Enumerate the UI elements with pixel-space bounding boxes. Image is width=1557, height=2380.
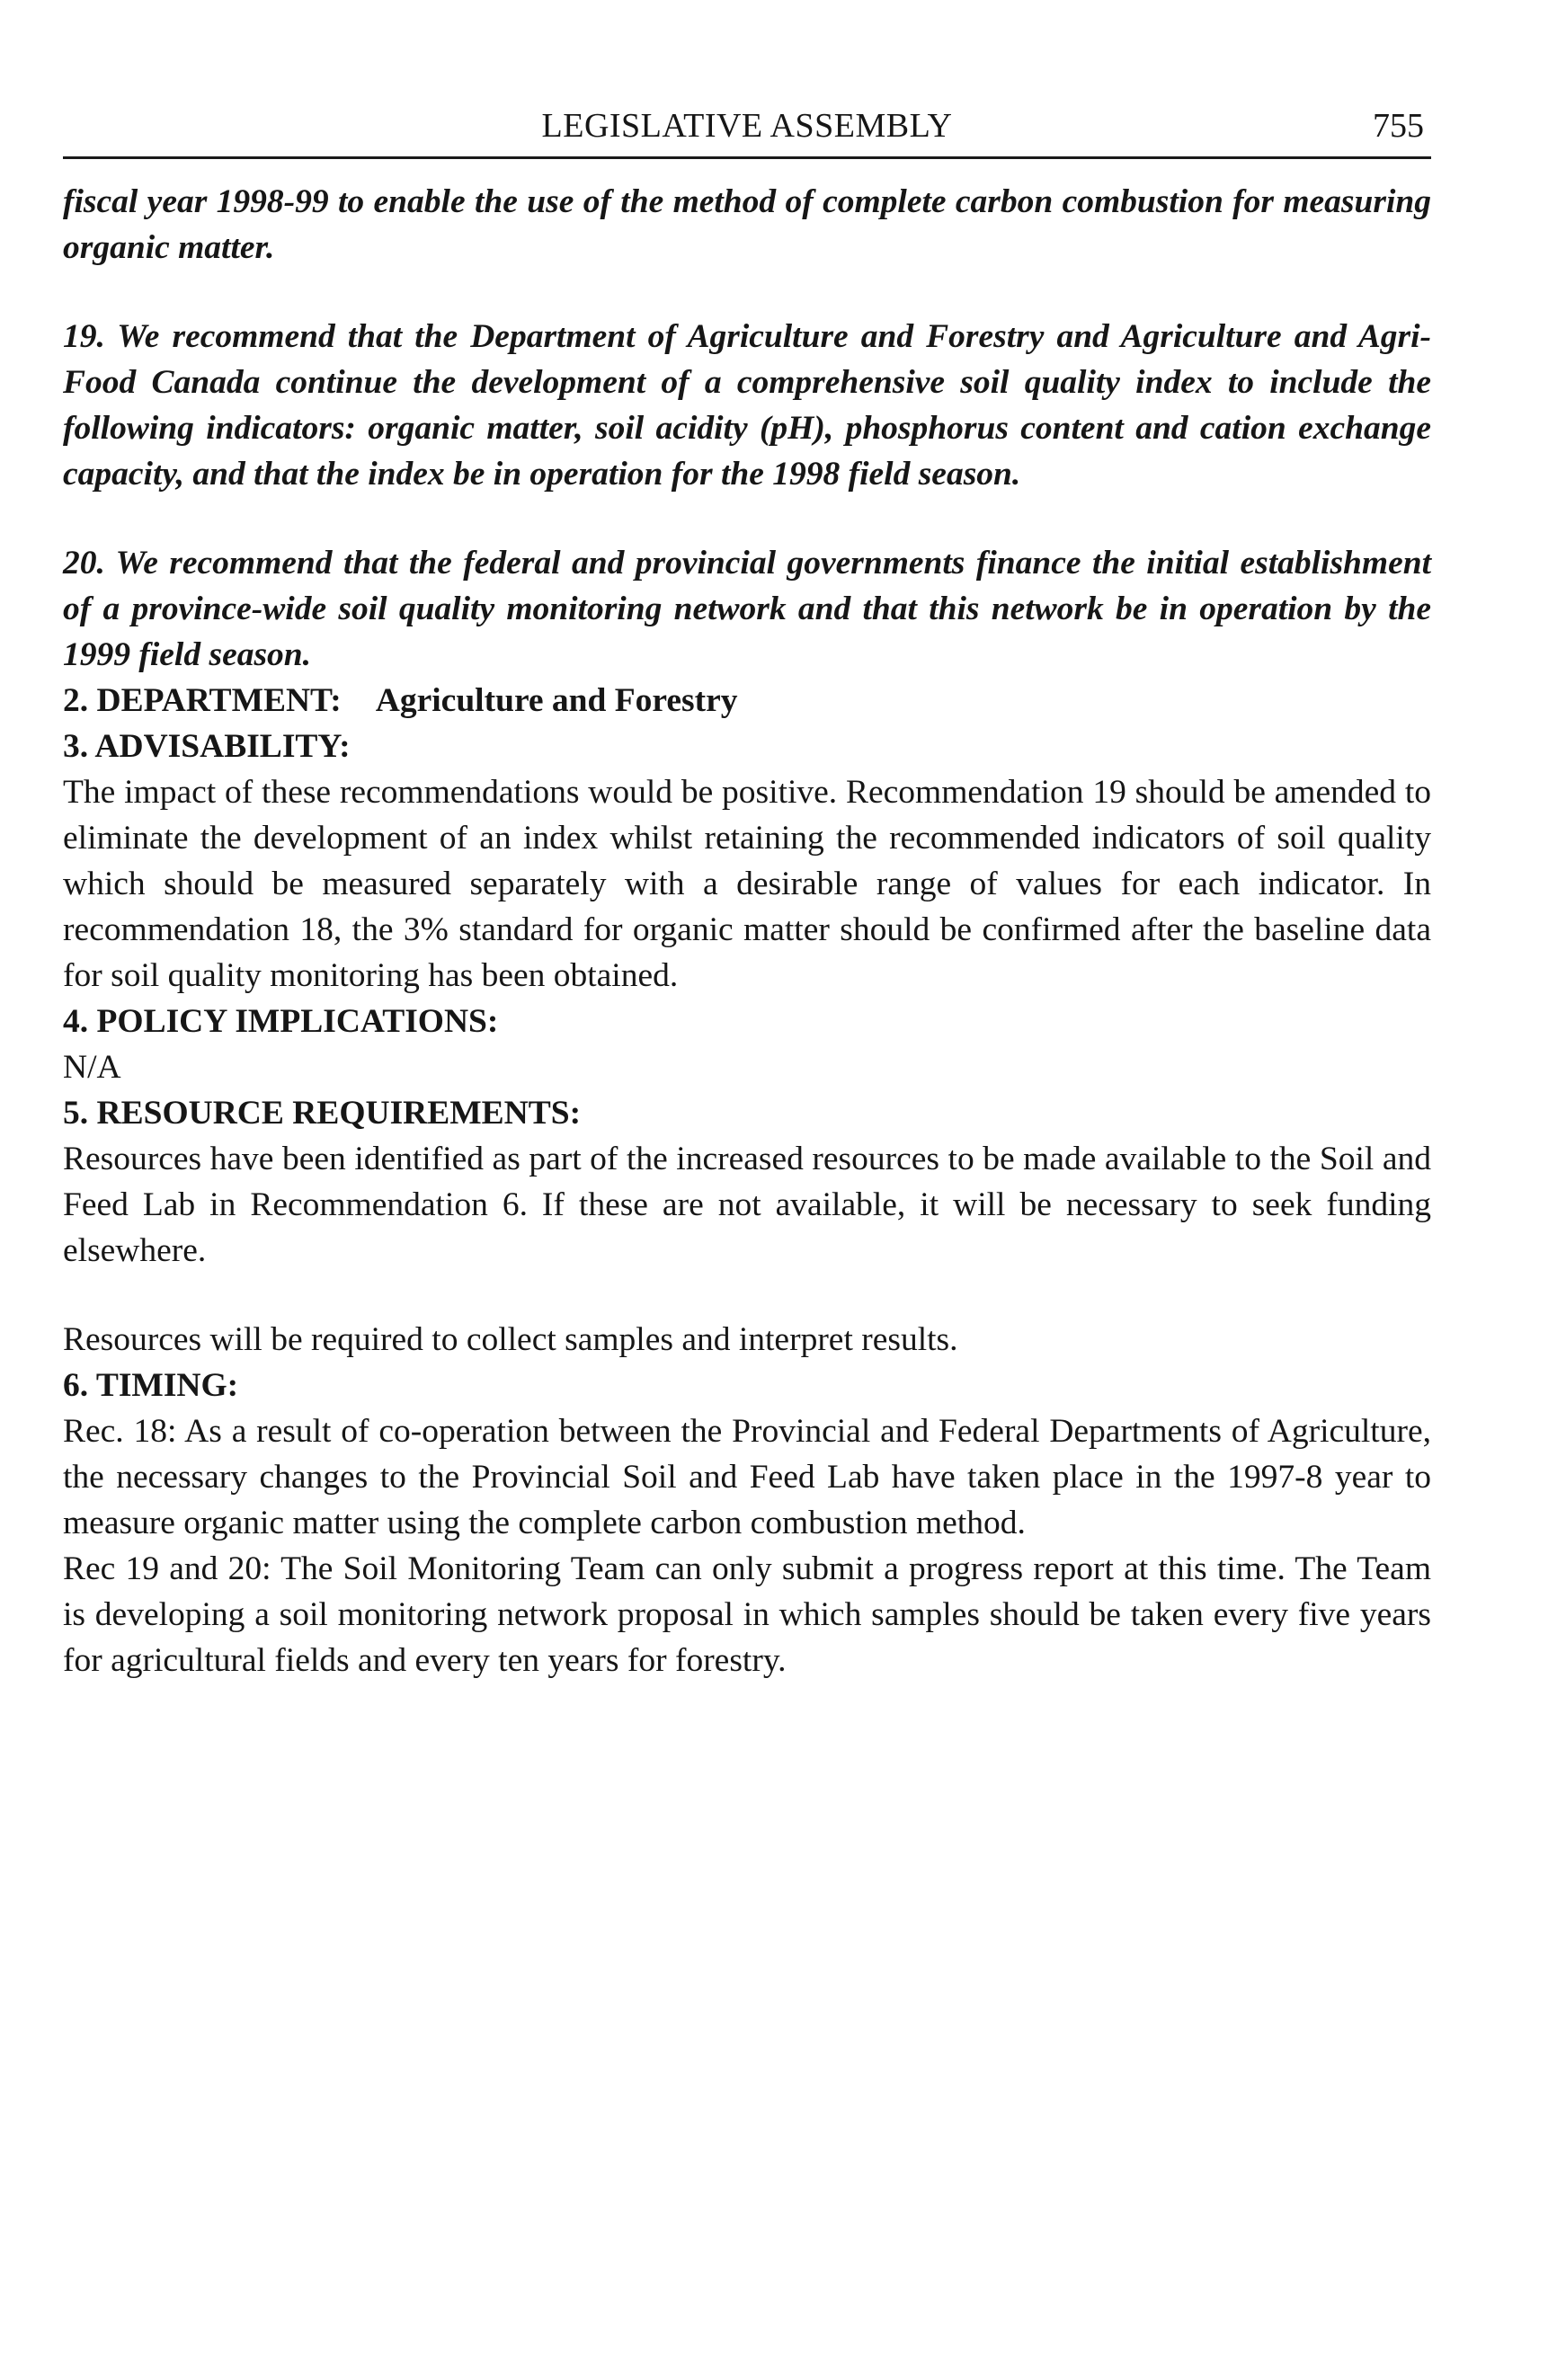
department-heading bbox=[63, 678, 1431, 724]
recommendation-18-continued: fiscal year 1998-99 to enable the use of the method of complete carbon combustion for measuring organic matter. bbox=[63, 183, 1431, 266]
resources-text-2: Resources will be required to collect samples and interpret results. bbox=[63, 1321, 958, 1358]
page-header bbox=[63, 106, 1431, 159]
recommendation-20: 20. We recommend that the federal and provincial governments finance the initial establishment of a province-wide soil quality monitoring network and that this network be in operation by the 1999 field season. bbox=[63, 545, 1431, 673]
resources-text-1: Resources have been identified as part of the increased resources to be made available to the Soil and Feed Lab in Recommendation 6. If these are not available, it will be necessary to seek funding elsewhere. bbox=[63, 1141, 1431, 1269]
policy-text: N/A bbox=[63, 1049, 121, 1086]
department-label: 2. DEPARTMENT: bbox=[63, 682, 342, 719]
advisability-heading: 3. ADVISABILITY: bbox=[63, 728, 351, 765]
recommendation-19: 19. We recommend that the Department of Agriculture and Forestry and Agriculture and Agri-Food Canada continue the development of a comprehensive soil quality index to include the following indicators: organic matter, soil acidity (pH), phosphorus content and cation exchange capacity, and that the index be in operation for the 1998 field season. bbox=[63, 318, 1431, 493]
document-body bbox=[63, 179, 1431, 1683]
policy-heading: 4. POLICY IMPLICATIONS: bbox=[63, 1003, 499, 1040]
resources-heading: 5. RESOURCE REQUIREMENTS: bbox=[63, 1095, 582, 1132]
department-value: Agriculture and Forestry bbox=[375, 682, 738, 719]
timing-text-2: Rec 19 and 20: The Soil Monitoring Team can only submit a progress report at this time. The Team is developing a soil monitoring network proposal in which samples should be taken every five years for agricultural fields and every ten years for forestry. bbox=[63, 1550, 1431, 1679]
timing-text-1: Rec. 18: As a result of co-operation between the Provincial and Federal Departments of Agriculture, the necessary changes to the Provincial Soil and Feed Lab have taken place in the 1997-8 year to measure organic matter using the complete carbon combustion method. bbox=[63, 1413, 1431, 1541]
page-number: 755 bbox=[1373, 107, 1424, 145]
timing-heading: 6. TIMING: bbox=[63, 1367, 239, 1404]
document-page bbox=[63, 106, 1431, 1683]
advisability-text: The impact of these recommendations would be positive. Recommendation 19 should be amended to eliminate the development of an index whilst retaining the recommended indicators of soil quality which should be measured separately with a desirable range of values for each indicator. In recommendation 18, the 3% standard for organic matter should be confirmed after the baseline data for soil quality monitoring has been obtained. bbox=[63, 774, 1431, 994]
header-title: LEGISLATIVE ASSEMBLY bbox=[541, 107, 953, 145]
